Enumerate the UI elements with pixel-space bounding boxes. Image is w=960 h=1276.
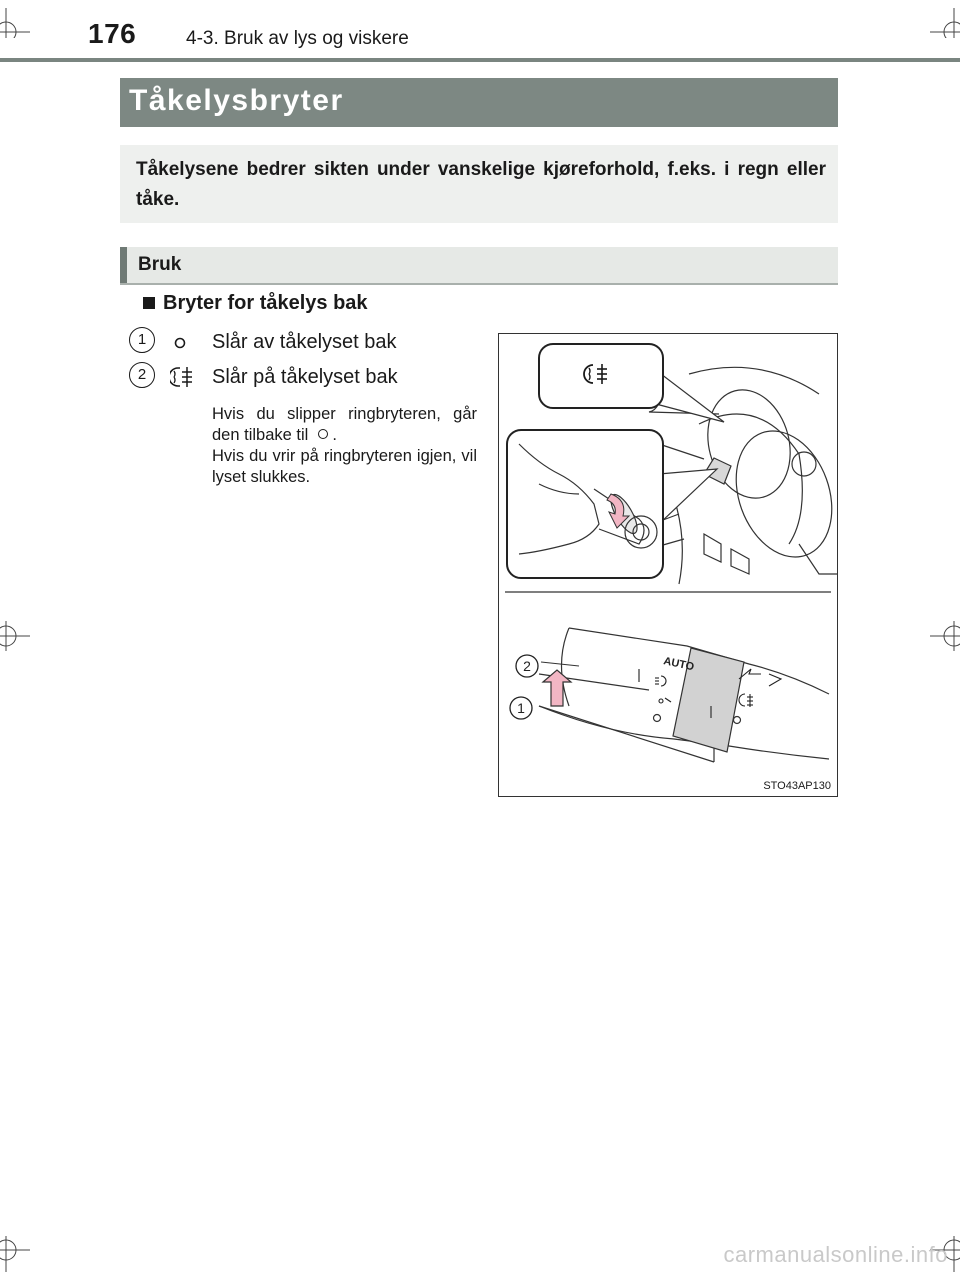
intro-text: Tåkelysene bedrer sikten under vanskelige kjøreforhold, f.eks. i regn eller tåke. [136, 159, 826, 210]
crop-mark-bottom-left [0, 1236, 30, 1272]
page-number: 176 [88, 18, 137, 49]
crop-mark-mid-left [0, 621, 30, 651]
crop-mark-top-right [930, 8, 960, 38]
item-text-2: Slår på tåkelyset bak [212, 366, 398, 388]
note-text [212, 404, 477, 488]
header-rule [0, 58, 960, 62]
page-title-bar [120, 78, 838, 127]
intro-box [120, 145, 838, 223]
note-part1: Hvis du slipper ringbryteren, går den tilbake til [212, 405, 477, 444]
watermark: carmanualsonline.info [723, 1242, 948, 1267]
square-bullet-icon [143, 297, 155, 309]
item-text-1: Slår av tåkelyset bak [212, 331, 397, 353]
switch-auto-label: AUTO [662, 655, 696, 674]
fog-switch-illustration [498, 333, 838, 797]
note-part1-end: . [332, 426, 337, 444]
figure-callout-2: 2 [523, 658, 531, 674]
crop-mark-mid-right [930, 621, 960, 651]
item-number-1: 1 [129, 327, 155, 353]
page-title: Tåkelysbryter [129, 84, 344, 117]
crop-mark-top-left [0, 8, 30, 38]
note-part2: Hvis du vrir på ringbryteren igjen, vil lyset slukkes. [212, 447, 477, 486]
section-header [120, 247, 838, 285]
figure-code: STO43AP130 [763, 780, 831, 792]
off-circle-icon [174, 336, 186, 354]
chapter-title: 4-3. Bruk av lys og viskere [186, 28, 409, 49]
item-number-2: 2 [129, 362, 155, 388]
section-accent [120, 247, 127, 283]
subsection-title: Bryter for tåkelys bak [163, 292, 368, 314]
rear-fog-lamp-icon [170, 365, 196, 394]
figure-callout-1: 1 [517, 700, 525, 716]
section-title: Bruk [138, 254, 182, 275]
off-circle-icon [318, 429, 328, 439]
